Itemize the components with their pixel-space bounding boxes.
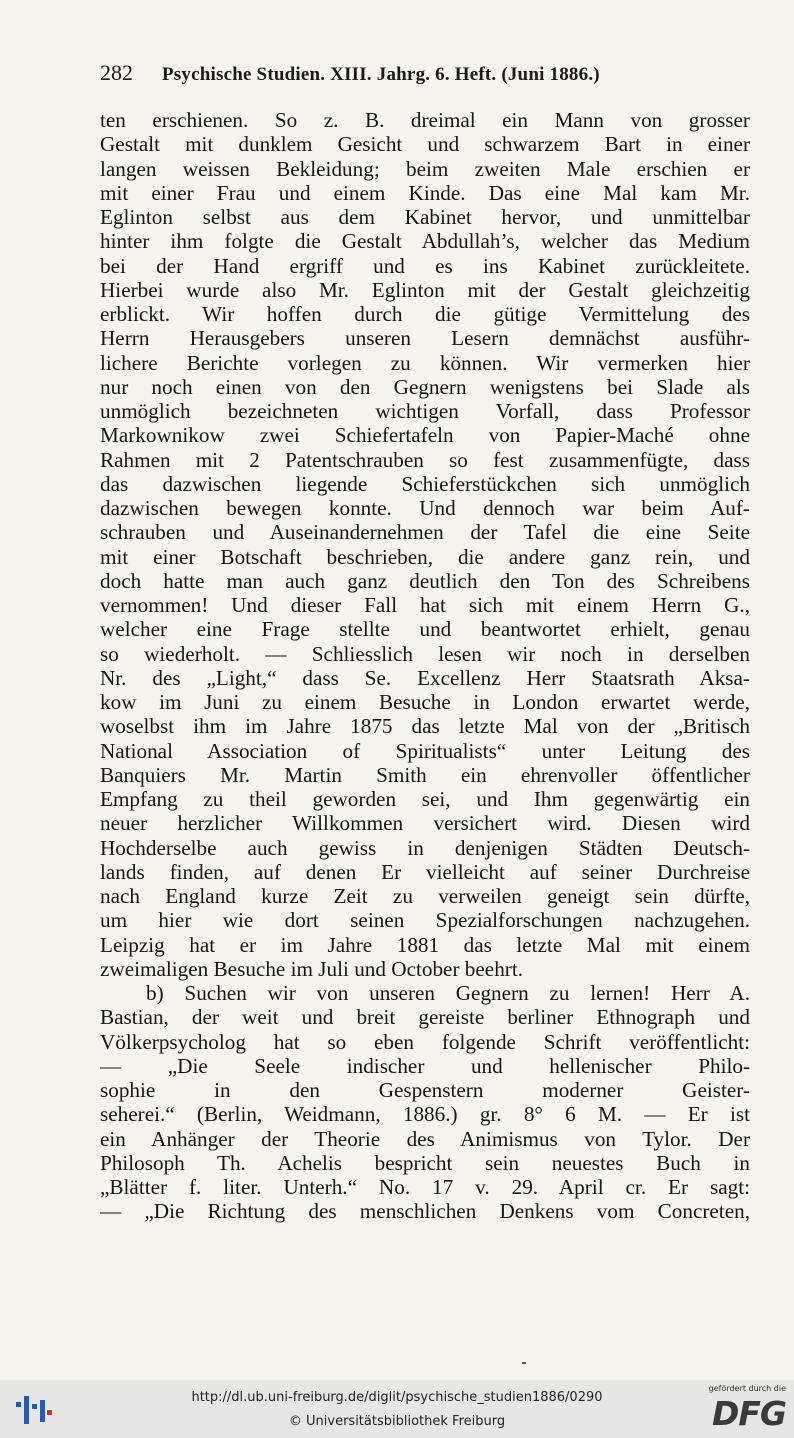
text-line: lichere Berichte vorlegen zu können. Wir vermerken hier <box>100 350 750 375</box>
text-line: lands finden, auf denen Er vielleicht auf seiner Durchreise <box>100 859 750 884</box>
text-line: „Blätter f. liter. Unterh.“ No. 17 v. 29. April cr. Er sagt: <box>100 1175 750 1199</box>
text-line: National Association of Spiritualists“ unter Leitung des <box>100 738 750 763</box>
text-line: ein Anhänger der Theorie des Animismus von Tylor. Der <box>100 1126 750 1151</box>
text-line: Rahmen mit 2 Patentschrauben so fest zusammenfügte, dass <box>100 447 750 472</box>
text-line: Philosoph Th. Achelis bespricht sein neuestes Buch in <box>100 1150 750 1175</box>
text-line: nur noch einen von den Gegnern wenigstens bei Slade als <box>100 374 750 399</box>
text-line: Völkerpsycholog hat so eben folgende Schrift veröffentlicht: <box>100 1029 750 1054</box>
text-line: kow im Juni zu einem Besuche in London erwartet werde, <box>100 690 750 714</box>
text-line: Herrn Herausgebers unseren Lesern demnächst ausführ- <box>100 326 750 351</box>
text-line: um hier wie dort seinen Spezialforschungen nachzugehen. <box>100 908 750 933</box>
scan-speck <box>522 1362 526 1364</box>
text-line: doch hatte man auch ganz deutlich den Ton des Schreibens <box>100 568 750 593</box>
text-line: woselbst ihm im Jahre 1875 das letzte Mal von der „Britisch <box>100 714 750 739</box>
text-line: langen weissen Bekleidung; beim zweiten Male erschien er <box>100 156 750 181</box>
text-line: unmöglich bezeichneten wichtigen Vorfall, dass Professor <box>100 399 750 423</box>
text-line: b) Suchen wir von unseren Gegnern zu lernen! Herr A. <box>146 981 750 1005</box>
page-number: 282 <box>100 60 133 85</box>
text-line: hinter ihm folgte die Gestalt Abdullah’s, welcher das Medium <box>100 229 750 254</box>
dfg-logo <box>696 1384 786 1434</box>
text-line: Hierbei wurde also Mr. Eglinton mit der Gestalt gleichzeitig <box>100 277 750 302</box>
text-line: nach England kurze Zeit zu verweilen geneigt sein dürfte, <box>100 884 750 908</box>
text-line: Nr. des „Light,“ dass Se. Excellenz Herr Staatsrath Aksa- <box>100 665 750 690</box>
text-line: mit einer Frau und einem Kinde. Das eine Mal kam Mr. <box>100 180 750 205</box>
dfg-logo-icon: DFG <box>711 1394 786 1433</box>
running-title: Psychische Studien. XIII. Jahrg. 6. Heft. (Juni 1886.) <box>162 64 600 85</box>
text-line: bei der Hand ergriff und es ins Kabinet zurückleitete. <box>100 253 750 278</box>
text-line: erblickt. Wir hoffen durch die gütige Vermittelung des <box>100 302 750 326</box>
text-line: das dazwischen liegende Schieferstückchen sich unmöglich <box>100 471 750 496</box>
text-line: Markownikow zwei Schiefertafeln von Papier-Maché ohne <box>100 423 750 448</box>
text-line: welcher eine Frage stellte und beantwortet erhielt, genau <box>100 617 750 642</box>
text-line: — „Die Richtung des menschlichen Denkens vom Concreten, <box>100 1199 750 1224</box>
text-line: Gestalt mit dunklem Gesicht und schwarzem Bart in einer <box>100 132 750 157</box>
dfg-caption: gefördert durch die <box>708 1384 786 1393</box>
text-line: sophie in den Gespenstern moderner Geister- <box>100 1078 750 1102</box>
text-line: Hochderselbe auch gewiss in denjenigen Städten Deutsch- <box>100 835 750 860</box>
text-line: neuer herzlicher Willkommen versichert wird. Diesen wird <box>100 811 750 836</box>
body-text <box>100 108 750 1224</box>
page-header <box>100 58 750 92</box>
text-line: vernommen! Und dieser Fall hat sich mit einem Herrn G., <box>100 593 750 617</box>
text-line: Banquiers Mr. Martin Smith ein ehrenvoller öffentlicher <box>100 762 750 787</box>
page-url-link[interactable]: http://dl.ub.uni-freiburg.de/diglit/psychische_studien1886/0290 <box>191 1390 603 1405</box>
text-line: dazwischen bewegen konnte. Und dennoch war beim Auf- <box>100 496 750 520</box>
text-line: zweimaligen Besuche im Juli und October beehrt. <box>100 956 524 981</box>
text-line: Eglinton selbst aus dem Kabinet hervor, und unmittelbar <box>100 205 750 229</box>
text-line: Empfang zu theil geworden sei, und Ihm gegenwärtig ein <box>100 787 750 811</box>
text-line: — „Die Seele indischer und hellenischer Philo- <box>100 1053 750 1078</box>
text-line: seherei.“ (Berlin, Weidmann, 1886.) gr. 8° 6 M. — Er ist <box>100 1102 750 1127</box>
text-line: ten erschienen. So z. B. dreimal ein Mann von grosser <box>100 108 750 132</box>
text-line: schrauben und Auseinandernehmen der Tafel die eine Seite <box>100 520 750 545</box>
text-line: Bastian, der weit und breit gereiste berliner Ethnograph und <box>100 1005 750 1030</box>
text-line: mit einer Botschaft beschrieben, die andere ganz rein, und <box>100 544 750 569</box>
text-line: so wiederholt. — Schliesslich lesen wir noch in derselben <box>100 641 750 666</box>
viewer-footer <box>0 1380 794 1438</box>
text-line: Leipzig hat er im Jahre 1881 das letzte Mal mit einem <box>100 932 750 957</box>
copyright-notice: © Universitätsbibliothek Freiburg <box>288 1414 506 1429</box>
